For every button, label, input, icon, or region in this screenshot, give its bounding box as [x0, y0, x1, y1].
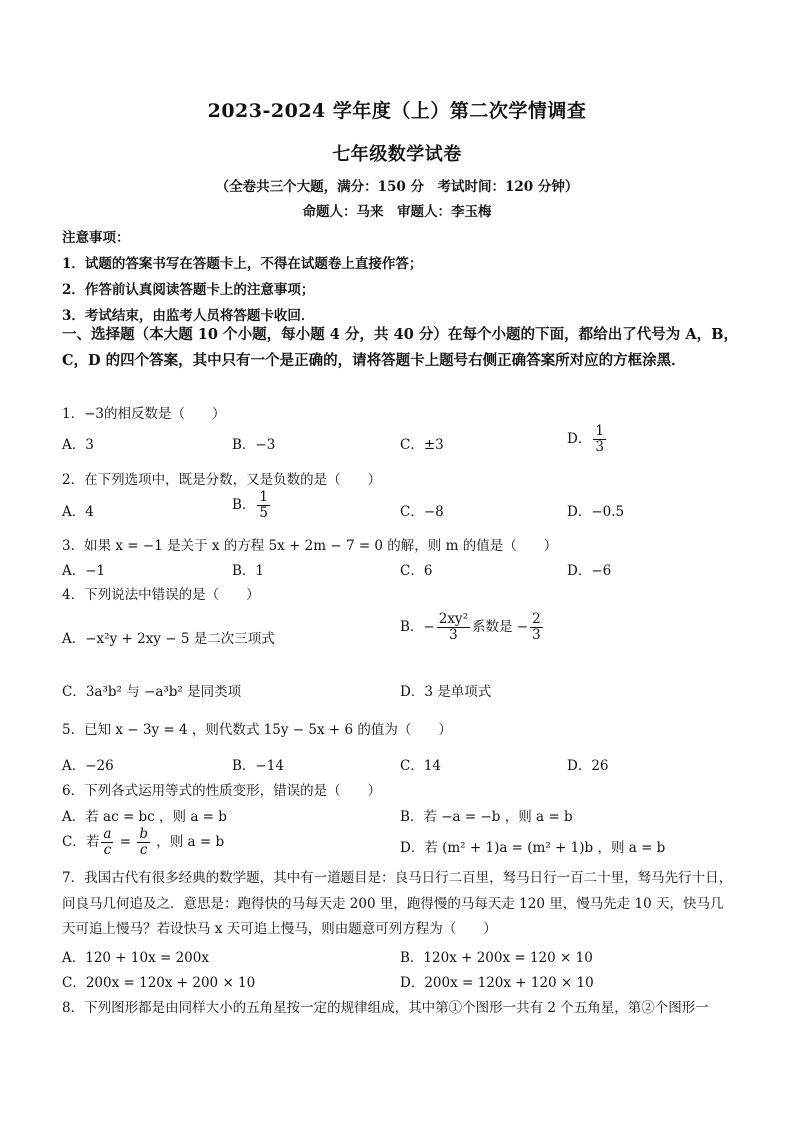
q2-option-c: C．−8 [400, 504, 444, 520]
q6-option-b: B．若 −a = −b ，则 a = b [400, 809, 573, 825]
question-7-stem: 7．我国古代有很多经典的数学题，其中有一道题目是：良马日行二百里，驽马日行一百二十里，驽马先行十日，问良马几何追及之．意思是：跑得快的马每天走 200 里，跑得慢的马每天走 120 里，慢马先走 10 天，快马几天可追上慢马？若设快马 x 天可追上慢马，则由题意可列方程为（ ） [62, 870, 733, 937]
fraction-denominator: 3 [595, 438, 604, 455]
exam-title: 2023-2024 学年度（上）第二次学情调查 [207, 100, 587, 122]
q7-option-c: C．200x = 120x + 200 × 10 [62, 975, 256, 991]
fraction-numerator: 2 [532, 611, 541, 627]
q6-option-d: D．若 (m² + 1)a = (m² + 1)b ，则 a = b [400, 840, 666, 856]
question-1-stem: 1．−3的相反数是（ ） [62, 406, 226, 422]
fraction-numerator: a [103, 826, 112, 842]
q1-option-a: A．3 [62, 437, 94, 453]
q1-option-b: B．−3 [232, 437, 276, 453]
q6-option-c-fraction-2 [137, 827, 150, 858]
q4-option-b-mid: 系数是 − [471, 618, 529, 635]
q6-option-c-tail: ，则 a = b [151, 833, 225, 850]
q6-option-a: A．若 ac = bc ，则 a = b [62, 809, 227, 825]
q3-option-a: A．−1 [62, 563, 106, 579]
fraction-numerator: 1 [259, 489, 269, 505]
q2-option-b [232, 490, 272, 521]
q1-option-d-fraction [593, 424, 606, 455]
q5-option-b: B．−14 [232, 758, 284, 774]
q5-option-d: D．26 [567, 758, 609, 774]
exam-info: （全卷共三个大题，满分：150 分 考试时间：120 分钟） [215, 179, 579, 195]
q5-option-a: A．−26 [62, 758, 114, 774]
q7-option-a: A．120 + 10x = 200x [62, 950, 209, 966]
question-8-stem: 8．下列图形都是由同样大小的五角星按一定的规律组成，其中第①个图形一共有 2 个五角星，第②个图形一 [62, 1000, 709, 1016]
fraction-denominator: 3 [449, 626, 458, 643]
q3-option-d: D．−6 [567, 563, 612, 579]
q4-option-b [400, 612, 545, 643]
q7-option-d: D．200x = 120x + 120 × 10 [400, 975, 594, 991]
fraction-numerator: 2xy² [438, 611, 468, 627]
q1-option-c: C．±3 [400, 437, 444, 453]
q1-option-d [567, 424, 608, 455]
q6-option-c-label: C．若 [62, 833, 100, 850]
q6-option-c [62, 827, 224, 858]
section-heading: 一、选择题（本大题 10 个小题，每小题 4 分，共 40 分）在每个小题的下面，都给出了代号为 A，B，C，D 的四个答案，其中只有一个是正确的，请将答题卡上题号右侧正确答案所对应的方框涂黑． [62, 326, 738, 369]
notes-item-3: 3．考试结束，由监考人员将答题卡收回． [62, 308, 315, 324]
fraction-numerator: b [139, 826, 148, 842]
notes-heading: 注意事项： [62, 230, 130, 246]
q4-neg-sign: − [423, 618, 435, 635]
fraction-denominator: c [103, 841, 112, 858]
question-5-stem: 5．已知 x − 3y = 4 ，则代数式 15y − 5x + 6 的值为（ ） [62, 722, 452, 738]
q4-option-d: D．3 是单项式 [400, 684, 492, 700]
q5-option-c: C．14 [400, 758, 442, 774]
q4-option-b-fraction-2 [530, 612, 543, 643]
q2-option-d: D．−0.5 [567, 504, 625, 520]
q6-equals: = [115, 833, 136, 850]
fraction-denominator: 5 [259, 504, 269, 521]
q3-option-b: B．1 [232, 563, 265, 579]
q4-option-b-fraction [437, 612, 470, 643]
q4-option-c: C．3a³b² 与 −a³b² 是同类项 [62, 684, 242, 700]
question-4-stem: 4．下列说法中错误的是（ ） [62, 587, 260, 603]
question-3-stem: 3．如果 x = −1 是关于 x 的方程 5x + 2m − 7 = 0 的解，则 m 的值是（ ） [62, 538, 558, 554]
fraction-denominator: c [139, 841, 148, 858]
q4-option-a: A．−x²y + 2xy − 5 是二次三项式 [62, 631, 275, 647]
q4-option-b-label: B． [400, 618, 424, 635]
question-6-stem: 6．下列各式运用等式的性质变形，错误的是（ ） [62, 783, 382, 799]
exam-subtitle: 七年级数学试卷 [332, 144, 462, 165]
notes-item-2: 2．作答前认真阅读答题卡上的注意事项； [62, 282, 315, 298]
q3-option-c: C．6 [400, 563, 433, 579]
q7-option-b: B．120x + 200x = 120 × 10 [400, 950, 593, 966]
question-2-stem: 2．在下列选项中，既是分数，又是负数的是（ ） [62, 472, 382, 488]
q1-option-d-label: D． [567, 430, 592, 447]
q2-option-b-fraction [257, 490, 270, 521]
q2-option-b-label: B． [232, 496, 256, 513]
fraction-numerator: 1 [595, 423, 604, 439]
notes-item-1: 1．试题的答案书写在答题卡上，不得在试题卷上直接作答； [62, 256, 423, 272]
q2-option-a: A．4 [62, 504, 94, 520]
q6-option-c-fraction [101, 827, 113, 858]
exam-authors: 命题人：马来 审题人：李玉梅 [302, 204, 492, 220]
fraction-denominator: 3 [532, 626, 541, 643]
